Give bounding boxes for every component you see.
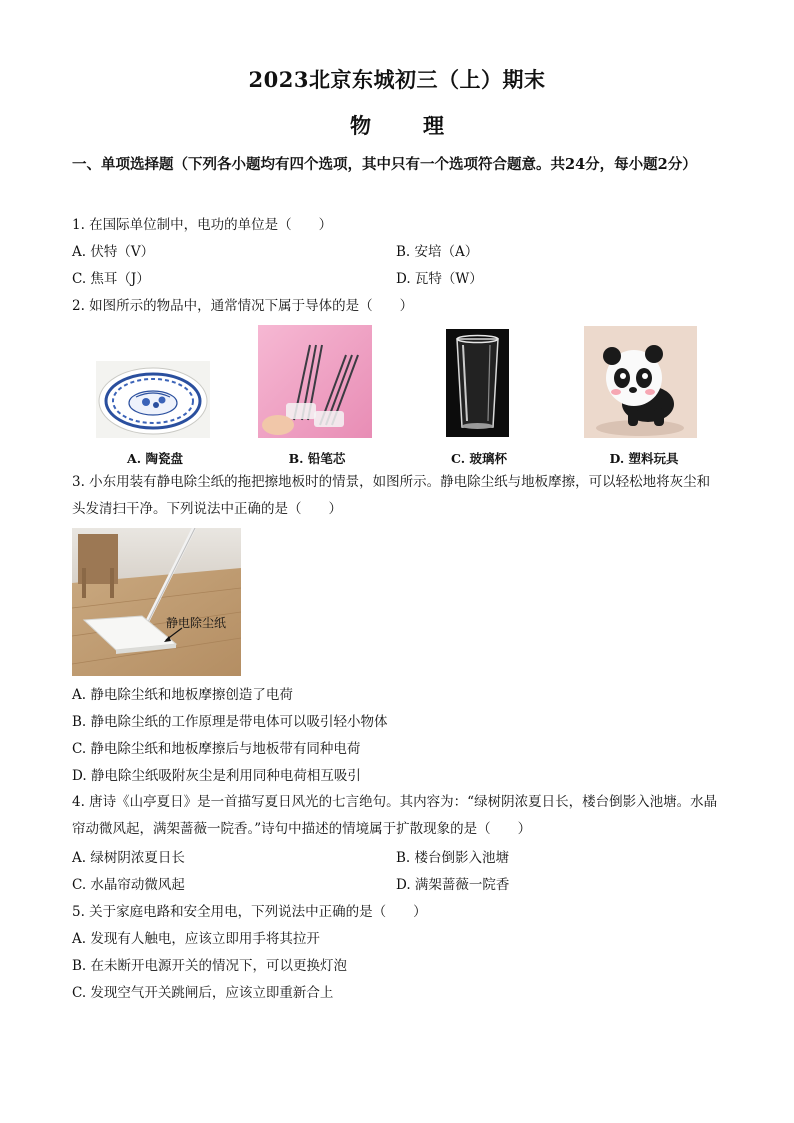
q2-stem: 2. 如图所示的物品中，通常情况下属于导体的是（ ）: [72, 298, 414, 314]
q2-caption-d: D. 塑料玩具: [609, 451, 679, 466]
subject-char-1: 物: [350, 113, 371, 138]
q1-stem: 1. 在国际单位制中，电功的单位是（ ）: [72, 217, 333, 233]
q3-stem: 3. 小东用装有静电除尘纸的拖把擦地板时的情景，如图所示。静电除尘纸与地板摩擦，可以轻松地将灰尘和头发清扫干净。下列说法中正确的是（ ）: [72, 474, 711, 517]
plastic-toy-image: [584, 326, 697, 438]
mop-floor-illustration: [72, 528, 241, 676]
q3-option-a: A. 静电除尘纸和地板摩擦创造了电荷: [72, 687, 293, 703]
subject-title: [0, 110, 794, 140]
glass-cup-illustration: [446, 329, 509, 437]
panda-toy-illustration: [584, 326, 697, 438]
pencil-lead-illustration: [258, 325, 372, 438]
q2-caption-a: A. 陶瓷盘: [127, 451, 183, 466]
q4-option-c: C. 水晶帘动微风起: [72, 877, 185, 893]
q5-option-b: B. 在未断开电源开关的情况下，可以更换灯泡: [72, 958, 348, 974]
q1-option-d: D. 瓦特（W）: [396, 271, 483, 287]
q4-option-a: A. 绿树阴浓夏日长: [72, 850, 185, 866]
q1-option-b: B. 安培（A）: [396, 244, 479, 260]
ceramic-plate-illustration: [96, 361, 210, 438]
q4-stem: 4. 唐诗《山亭夏日》是一首描写夏日风光的七言绝句。其内容为：“绿树阴浓夏日长，楼台倒影入池塘。水晶帘动微风起，满架蔷薇一院香。”诗句中描述的情境属于扩散现象的是（ ）: [72, 794, 718, 837]
subject-char-2: 理: [423, 113, 444, 138]
mop-floor-image: [72, 528, 241, 676]
q5-option-a: A. 发现有人触电，应该立即用手将其拉开: [72, 931, 320, 947]
q3-option-d: D. 静电除尘纸吸附灰尘是利用同种电荷相互吸引: [72, 768, 361, 784]
q3-option-b: B. 静电除尘纸的工作原理是带电体可以吸引轻小物体: [72, 714, 388, 730]
mop-paper-label: 静电除尘纸: [166, 616, 227, 630]
q2-caption-c: C. 玻璃杯: [451, 451, 507, 466]
q3-option-c: C. 静电除尘纸和地板摩擦后与地板带有同种电荷: [72, 741, 361, 757]
q5-stem: 5. 关于家庭电路和安全用电，下列说法中正确的是（ ）: [72, 904, 427, 920]
q4-option-b: B. 楼台倒影入池塘: [396, 850, 510, 866]
q2-caption-b: B. 铅笔芯: [288, 451, 346, 466]
q1-option-a: A. 伏特（V）: [72, 244, 155, 260]
page-title: 2023北京东城初三（上）期末: [248, 67, 546, 92]
q4-option-d: D. 满架蔷薇一院香: [396, 877, 510, 893]
glass-cup-image: [446, 329, 509, 437]
ceramic-plate-image: [96, 361, 210, 438]
pencil-lead-image: [258, 325, 372, 438]
q1-option-c: C. 焦耳（J）: [72, 271, 150, 287]
section-heading: 一、单项选择题（下列各小题均有四个选项，其中只有一个选项符合题意。共24分，每小题2分）: [72, 156, 697, 173]
q5-option-c: C. 发现空气开关跳闸后，应该立即重新合上: [72, 985, 334, 1001]
